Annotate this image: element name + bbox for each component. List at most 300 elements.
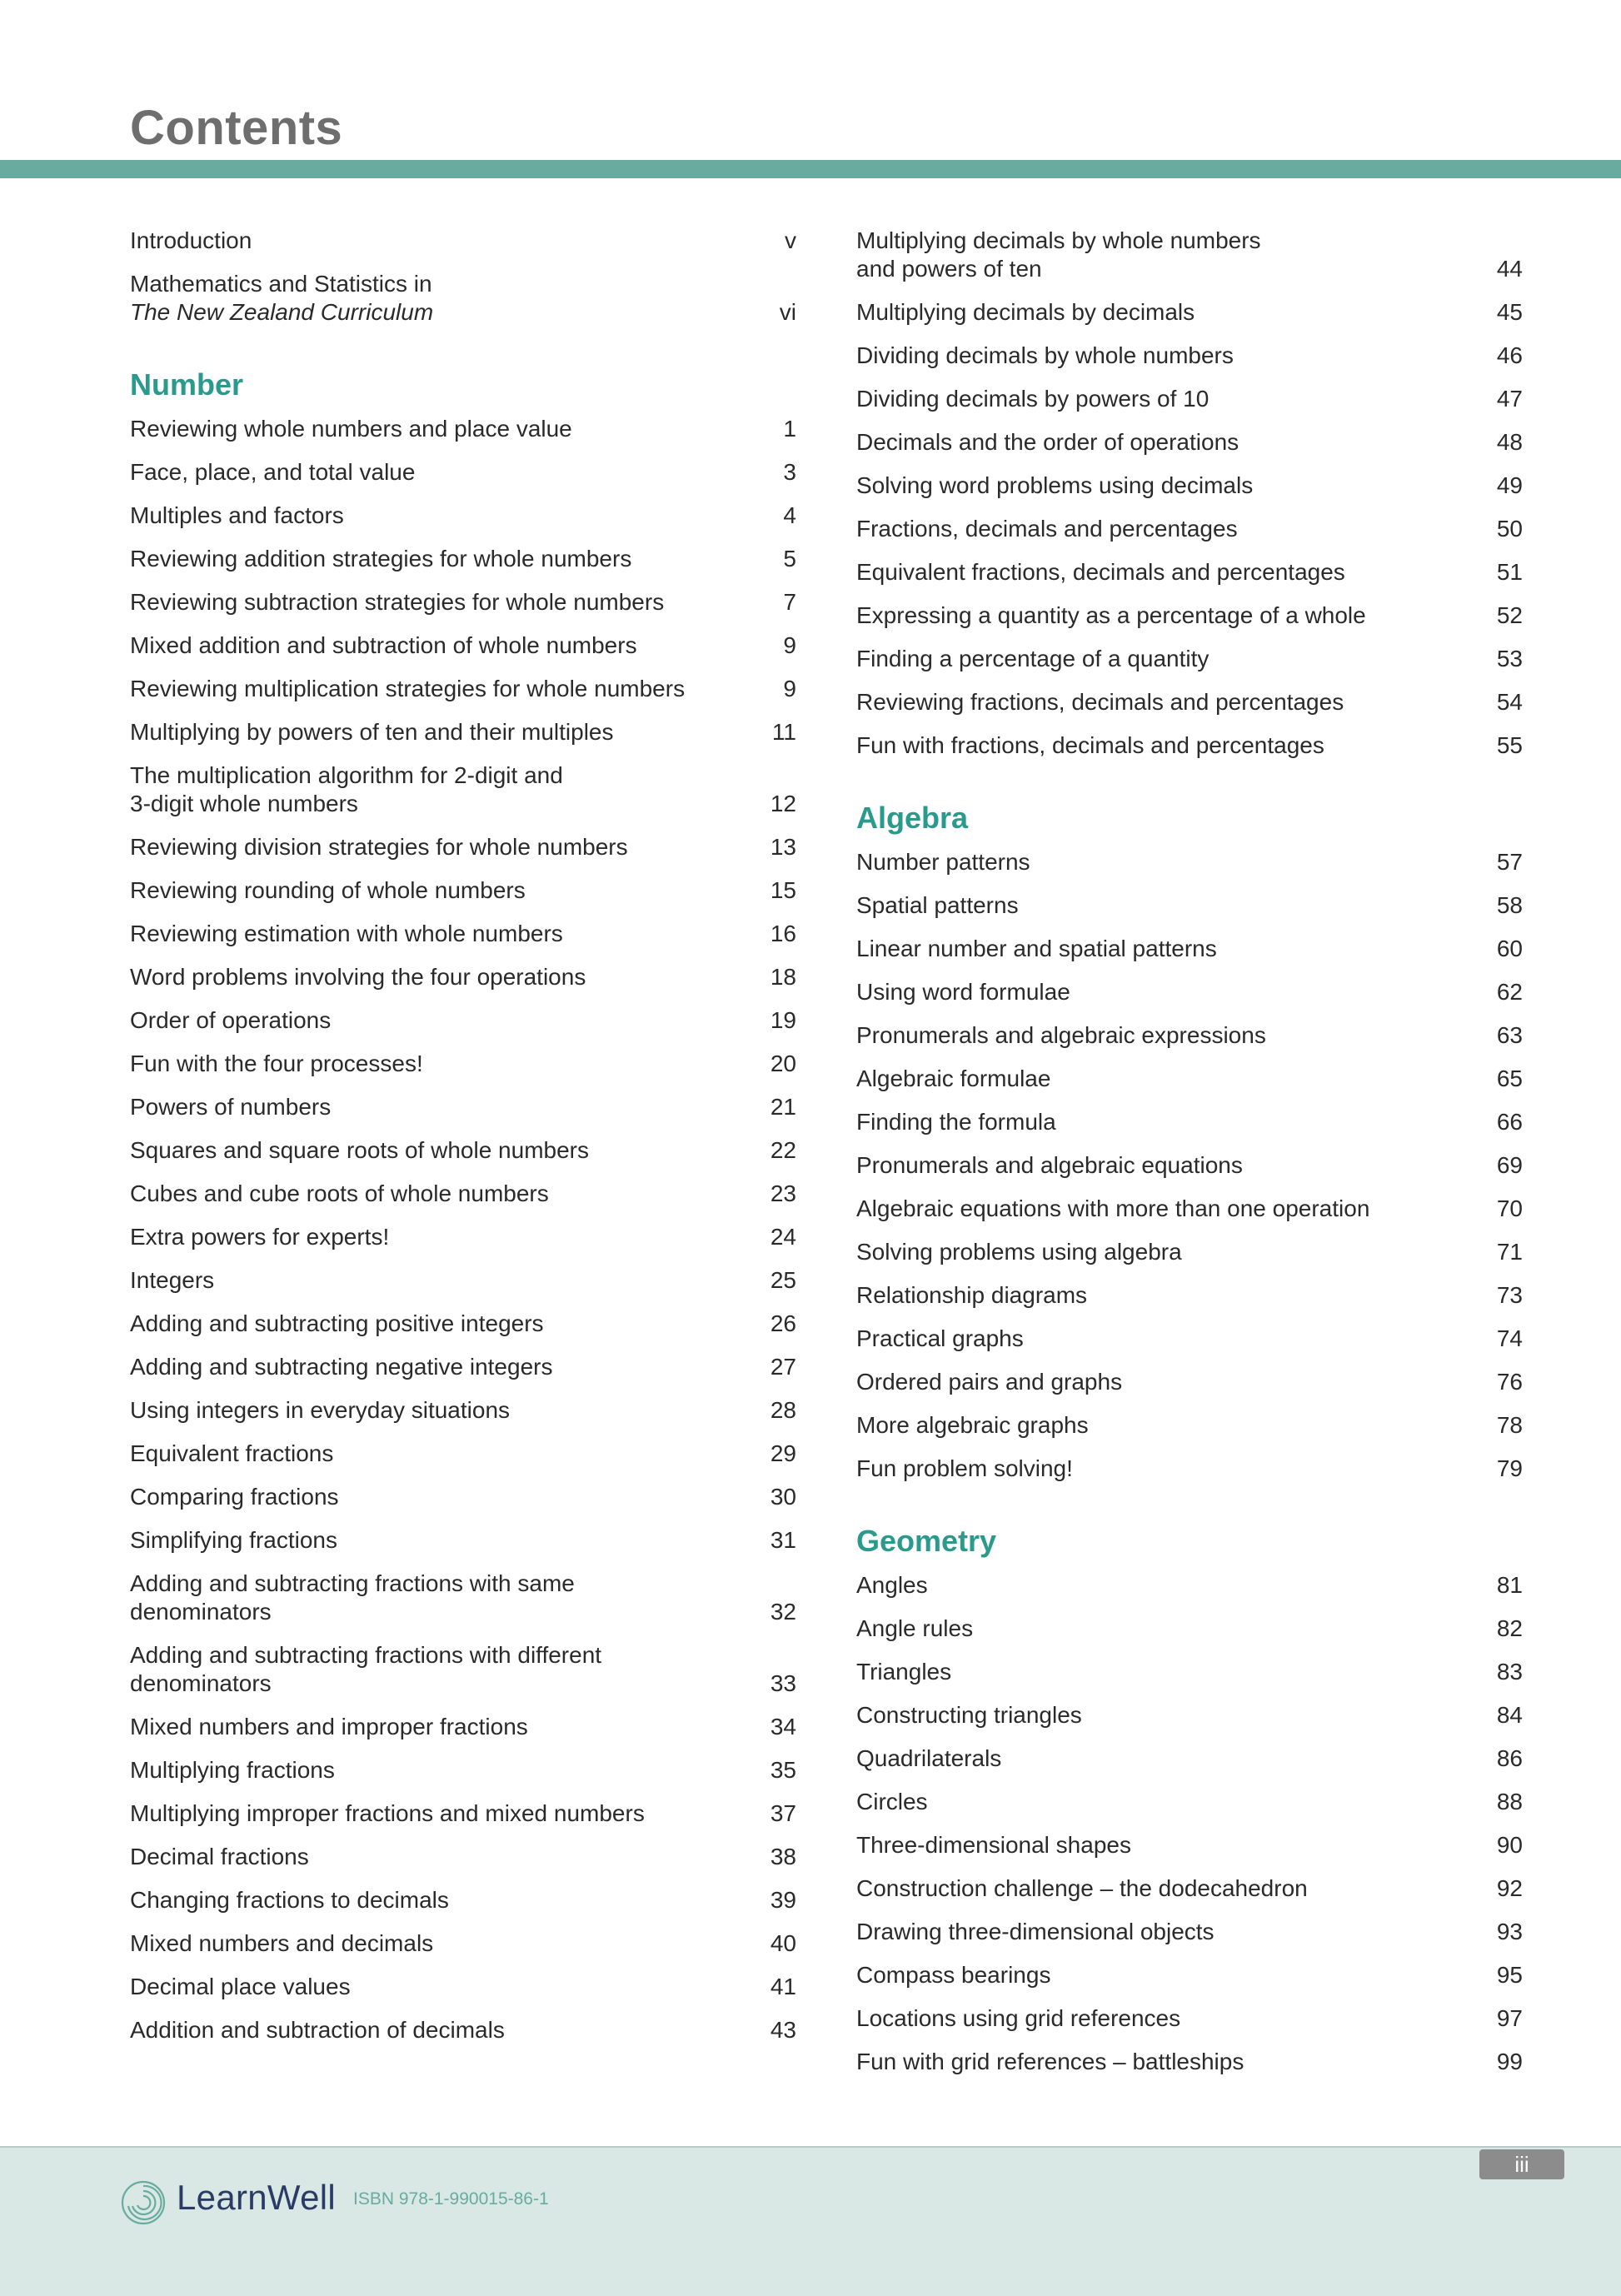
dot-leader <box>338 1756 740 1784</box>
toc-entry[interactable] <box>130 1223 796 1251</box>
dot-leader <box>347 502 740 530</box>
toc-entry-title: Fun problem solving! <box>856 1455 1073 1481</box>
toc-entry-title: Simplifying fractions <box>130 1527 337 1553</box>
dot-leader <box>931 1571 1466 1600</box>
dot-leader <box>1349 558 1466 586</box>
toc-entry-title: Angle rules <box>856 1615 974 1641</box>
toc-entry-title: Algebraic equations with more than one operation <box>856 1195 1370 1221</box>
toc-entry-page: 60 <box>1496 936 1523 961</box>
toc-entry-title: Drawing three-dimensional objects <box>856 1919 1215 1944</box>
toc-entry-title: Solving word problems using decimals <box>856 472 1254 498</box>
toc-entry-title: Using word formulae <box>856 979 1070 1005</box>
toc-entry[interactable] <box>856 1701 1523 1729</box>
toc-entry-title: Multiples and factors <box>130 502 344 528</box>
toc-entry-page: 5 <box>783 546 796 572</box>
dot-leader <box>1054 1065 1466 1093</box>
toc-entry-page: 65 <box>1496 1066 1523 1091</box>
toc-entry-page: 16 <box>770 921 796 946</box>
toc-entry-title: Spatial patterns <box>856 892 1019 918</box>
dot-leader <box>436 298 740 327</box>
toc-entry[interactable] <box>130 1641 796 1698</box>
toc-entry[interactable] <box>856 1744 1523 1773</box>
toc-entry-title: Reviewing division strategies for whole numbers <box>130 834 628 860</box>
dot-leader <box>635 545 740 573</box>
toc-entry[interactable] <box>856 298 1523 327</box>
toc-entry-title: Pronumerals and algebraic equations <box>856 1152 1243 1178</box>
toc-entry[interactable] <box>856 1368 1523 1396</box>
dot-leader <box>566 920 740 948</box>
toc-entry-page: 39 <box>770 1887 796 1913</box>
toc-entry-page: 69 <box>1496 1152 1523 1178</box>
toc-entry[interactable] <box>856 342 1523 370</box>
dot-leader <box>312 1843 740 1871</box>
dot-leader <box>418 458 740 487</box>
dot-leader <box>529 876 740 905</box>
dot-leader <box>1054 1961 1466 1989</box>
dot-leader <box>1347 688 1466 716</box>
dot-leader <box>1022 891 1466 920</box>
toc-entry-page: 62 <box>1496 979 1523 1005</box>
toc-entry[interactable] <box>130 1050 796 1078</box>
dot-leader <box>334 1093 740 1121</box>
toc-entry-title: Solving problems using algebra <box>856 1239 1182 1265</box>
dot-leader <box>1369 601 1466 630</box>
toc-entry[interactable] <box>856 1918 1523 1946</box>
toc-entry-page: 30 <box>770 1484 796 1510</box>
toc-entry[interactable] <box>130 588 796 616</box>
toc-entry-page: 24 <box>770 1224 796 1250</box>
footer-band <box>0 2148 1621 2296</box>
toc-entry-title: Reviewing rounding of whole numbers <box>130 877 526 903</box>
toc-entry[interactable] <box>130 718 796 746</box>
dot-leader <box>275 1598 740 1626</box>
dot-leader <box>1005 1744 1466 1773</box>
toc-entry-page: 92 <box>1496 1875 1523 1901</box>
toc-entry[interactable] <box>130 270 796 327</box>
dot-leader <box>1246 1151 1466 1180</box>
toc-entry-page: 63 <box>1496 1022 1523 1048</box>
toc-entry[interactable] <box>856 1021 1523 1050</box>
dot-leader <box>576 415 740 443</box>
toc-entry-title: Triangles <box>856 1659 952 1685</box>
toc-entry[interactable] <box>130 1136 796 1165</box>
dot-leader <box>641 631 740 660</box>
toc-entry-page: 33 <box>770 1670 796 1696</box>
toc-entry-page: 46 <box>1496 342 1523 368</box>
toc-entry[interactable] <box>130 1799 796 1828</box>
toc-entry[interactable] <box>856 688 1523 716</box>
toc-entry[interactable] <box>856 891 1523 920</box>
toc-entry[interactable] <box>856 1455 1523 1483</box>
toc-entry-page: 38 <box>770 1844 796 1869</box>
toc-entry[interactable] <box>130 2016 796 2044</box>
toc-entry[interactable] <box>130 675 796 703</box>
dot-leader <box>1085 1701 1466 1729</box>
toc-entry[interactable] <box>856 428 1523 457</box>
toc-entry-page: v <box>785 227 796 253</box>
toc-entry[interactable] <box>130 876 796 905</box>
toc-entry-page: 79 <box>1496 1455 1523 1481</box>
dot-leader <box>589 963 740 991</box>
toc-entry-page: 52 <box>1496 602 1523 628</box>
toc-entry-page: 83 <box>1496 1659 1523 1685</box>
toc-entry-title: Dividing decimals by powers of 10 <box>856 386 1210 412</box>
toc-entry-title: Decimal fractions <box>130 1844 309 1869</box>
toc-entry[interactable] <box>130 1713 796 1741</box>
toc-entry[interactable] <box>856 1108 1523 1136</box>
toc-entry-title: Addition and subtraction of decimals <box>130 2017 505 2043</box>
dot-leader <box>931 1788 1466 1816</box>
toc-entry-page: 32 <box>770 1599 796 1625</box>
toc-entry-page: 34 <box>770 1714 796 1739</box>
toc-entry-page: 9 <box>783 632 796 658</box>
toc-entry[interactable] <box>856 1788 1523 1816</box>
toc-entry-title: Locations using grid references <box>856 2005 1181 2031</box>
toc-entry[interactable] <box>130 761 796 818</box>
toc-entry-title: Finding the formula <box>856 1109 1056 1135</box>
toc-entry-title: Construction challenge – the dodecahedron <box>856 1875 1308 1901</box>
toc-entry[interactable] <box>130 227 796 255</box>
page-title: Contents <box>130 101 343 155</box>
toc-entry-title: Fun with the four processes! <box>130 1051 423 1076</box>
toc-entry-title: Reviewing fractions, decimals and percentages <box>856 689 1344 715</box>
toc-entry-title: Mixed numbers and improper fractions <box>130 1714 528 1739</box>
toc-entry-page: 11 <box>771 719 796 745</box>
toc-entry-title: The New Zealand Curriculum <box>130 299 434 325</box>
dot-leader <box>617 718 740 746</box>
toc-entry-page: 4 <box>783 502 796 528</box>
dot-leader <box>1212 645 1466 673</box>
toc-entry-title: Changing fractions to decimals <box>130 1887 449 1913</box>
toc-entry-page: 21 <box>770 1094 796 1120</box>
toc-entry-page: 29 <box>770 1440 796 1466</box>
toc-entry-title: Face, place, and total value <box>130 459 416 485</box>
toc-entry[interactable] <box>856 2004 1523 2033</box>
toc-entry-page: 74 <box>1496 1325 1523 1351</box>
toc-entry[interactable] <box>130 920 796 948</box>
section-heading: Number <box>130 367 244 402</box>
toc-entry[interactable] <box>130 1266 796 1295</box>
toc-entry-title: Comparing fractions <box>130 1484 339 1510</box>
toc-entry[interactable] <box>130 1483 796 1511</box>
toc-entry[interactable] <box>856 1831 1523 1859</box>
dot-leader <box>592 1136 740 1165</box>
toc-entry-page: 55 <box>1496 732 1523 758</box>
dot-leader <box>547 1310 740 1338</box>
toc-entry-title: Cubes and cube roots of whole numbers <box>130 1180 549 1206</box>
toc-entry-page: 9 <box>783 676 796 701</box>
dot-leader <box>392 1223 740 1251</box>
dot-leader <box>631 833 740 861</box>
toc-entry[interactable] <box>856 1658 1523 1686</box>
toc-entry-title: Fun with fractions, decimals and percentages <box>856 732 1324 758</box>
toc-entry-title: Linear number and spatial patterns <box>856 936 1217 961</box>
toc-entry[interactable] <box>856 645 1523 673</box>
dot-leader <box>1311 1874 1466 1903</box>
toc-entry-title: denominators <box>130 1670 272 1696</box>
toc-entry-page: 35 <box>770 1757 796 1783</box>
dot-leader <box>1247 2048 1466 2076</box>
contents-right-column <box>856 227 1523 2091</box>
toc-entry-page: 71 <box>1496 1239 1523 1265</box>
toc-entry-title: Word problems involving the four operations <box>130 964 586 990</box>
toc-entry[interactable] <box>856 1325 1523 1353</box>
toc-entry[interactable] <box>130 1526 796 1555</box>
dot-leader <box>955 1658 1466 1686</box>
toc-entry[interactable] <box>856 515 1523 543</box>
toc-entry[interactable] <box>856 1961 1523 1989</box>
toc-entry-page: 49 <box>1496 472 1523 498</box>
toc-entry-title: Introduction <box>130 227 252 253</box>
dot-leader <box>1125 1368 1466 1396</box>
page-number-badge: iii <box>1479 2149 1564 2179</box>
toc-entry-title: denominators <box>130 1599 272 1625</box>
toc-entry[interactable] <box>130 502 796 530</box>
toc-entry-page: 20 <box>770 1051 796 1076</box>
toc-entry-page: 31 <box>770 1527 796 1553</box>
toc-entry[interactable] <box>856 1195 1523 1223</box>
toc-entry-page: 25 <box>770 1267 796 1293</box>
dot-leader <box>1135 1831 1466 1859</box>
toc-entry-title: Adding and subtracting positive integers <box>130 1310 544 1336</box>
toc-entry-title: Multiplying fractions <box>130 1757 335 1783</box>
dot-leader <box>508 2016 740 2044</box>
toc-entry[interactable] <box>856 558 1523 586</box>
toc-entry-page: 70 <box>1496 1195 1523 1221</box>
toc-entry-title: Reviewing estimation with whole numbers <box>130 921 563 946</box>
dot-leader <box>1242 428 1466 457</box>
toc-entry-title: Relationship diagrams <box>856 1282 1088 1308</box>
toc-entry[interactable] <box>130 1756 796 1784</box>
toc-entry-title: Squares and square roots of whole numbers <box>130 1137 589 1163</box>
toc-entry-title: 3-digit whole numbers <box>130 791 358 816</box>
dot-leader <box>1034 848 1466 876</box>
toc-entry-page: 95 <box>1496 1962 1523 1988</box>
toc-entry-page: 18 <box>770 964 796 990</box>
dot-leader <box>341 1526 740 1555</box>
toc-entry[interactable] <box>130 458 796 487</box>
dot-leader <box>436 1929 740 1958</box>
dot-leader <box>513 1396 740 1425</box>
toc-entry-page: 51 <box>1496 559 1523 585</box>
section-heading: Geometry <box>856 1524 997 1558</box>
toc-entry[interactable] <box>130 1310 796 1338</box>
toc-entry-title: Equivalent fractions, decimals and percentages <box>856 559 1345 585</box>
dot-leader <box>1328 731 1466 760</box>
toc-entry[interactable] <box>856 731 1523 760</box>
toc-entry-page: vi <box>779 299 796 325</box>
toc-entry-title: Reviewing subtraction strategies for whole numbers <box>130 589 665 615</box>
dot-leader <box>217 1266 740 1295</box>
dot-leader <box>688 675 740 703</box>
toc-entry-title: Dividing decimals by whole numbers <box>856 342 1234 368</box>
toc-entry-title: Reviewing whole numbers and place value <box>130 416 572 442</box>
toc-entry-title: Fractions, decimals and percentages <box>856 516 1238 542</box>
dot-leader <box>426 1050 740 1078</box>
toc-entry-page: 13 <box>770 834 796 860</box>
toc-entry-page: 43 <box>770 2017 796 2043</box>
toc-entry-page: 45 <box>1496 299 1523 325</box>
dot-leader <box>1076 1455 1466 1483</box>
toc-entry[interactable] <box>856 472 1523 500</box>
toc-entry-page: 76 <box>1496 1369 1523 1395</box>
toc-entry-page: 41 <box>770 1974 796 1999</box>
isbn-text: ISBN 978-1-990015-86-1 <box>353 2189 549 2209</box>
toc-entry-page: 73 <box>1496 1282 1523 1308</box>
toc-entry-title: Finding a percentage of a quantity <box>856 646 1210 671</box>
toc-entry-title: Algebraic formulae <box>856 1066 1051 1091</box>
dot-leader <box>1256 472 1466 500</box>
toc-entry[interactable] <box>856 601 1523 630</box>
toc-entry-title: Multiplying decimals by decimals <box>856 299 1195 325</box>
toc-entry[interactable] <box>856 1065 1523 1093</box>
toc-entry-page: 86 <box>1496 1745 1523 1771</box>
toc-entry[interactable] <box>130 1570 796 1626</box>
toc-entry[interactable] <box>130 1396 796 1425</box>
toc-entry-title: Multiplying by powers of ten and their multiples <box>130 719 614 745</box>
toc-entry-title: More algebraic graphs <box>856 1412 1089 1438</box>
section-heading: Algebra <box>856 801 969 835</box>
dot-leader <box>1220 935 1466 963</box>
toc-entry[interactable] <box>130 1929 796 1958</box>
toc-entry-page: 28 <box>770 1397 796 1423</box>
toc-entry-page: 88 <box>1496 1789 1523 1814</box>
dot-leader <box>1060 1108 1466 1136</box>
toc-entry-title: Three-dimensional shapes <box>856 1832 1131 1858</box>
toc-entry-page: 58 <box>1496 892 1523 918</box>
dot-leader <box>337 1440 740 1468</box>
toc-entry[interactable] <box>856 385 1523 413</box>
toc-entry-page: 15 <box>770 877 796 903</box>
toc-entry-title: Circles <box>856 1789 928 1814</box>
toc-entry-title: Reviewing addition strategies for whole numbers <box>130 546 632 572</box>
toc-entry-title: Multiplying improper fractions and mixed numbers <box>130 1800 645 1826</box>
toc-entry-page: 22 <box>770 1137 796 1163</box>
toc-entry[interactable] <box>856 2048 1523 2076</box>
toc-entry-title: Quadrilaterals <box>856 1745 1002 1771</box>
toc-entry-title: Reviewing multiplication strategies for whole numbers <box>130 676 686 701</box>
dot-leader <box>1269 1021 1466 1050</box>
toc-entry[interactable] <box>130 1180 796 1208</box>
toc-entry-title: Powers of numbers <box>130 1094 332 1120</box>
toc-entry-title: Adding and subtracting negative integers <box>130 1354 553 1380</box>
toc-entry-page: 57 <box>1496 849 1523 875</box>
dot-leader <box>1045 255 1466 283</box>
toc-entry-page: 84 <box>1496 1702 1523 1728</box>
toc-entry-title: Order of operations <box>130 1007 332 1033</box>
toc-entry-title: Integers <box>130 1267 215 1293</box>
dot-leader <box>1373 1195 1466 1223</box>
toc-entry-title: Decimals and the order of operations <box>856 429 1239 455</box>
toc-entry[interactable] <box>130 833 796 861</box>
toc-entry[interactable] <box>130 1440 796 1468</box>
toc-entry[interactable] <box>856 1615 1523 1643</box>
toc-entry[interactable] <box>130 1006 796 1035</box>
dot-leader <box>1237 342 1466 370</box>
toc-entry[interactable] <box>856 1238 1523 1266</box>
contents-left-column <box>130 227 796 2059</box>
toc-entry[interactable] <box>130 1886 796 1914</box>
toc-entry-title: The multiplication algorithm for 2-digit and <box>130 762 563 788</box>
toc-entry-title: Adding and subtracting fractions with different <box>130 1642 602 1668</box>
toc-entry[interactable] <box>130 1353 796 1381</box>
toc-entry[interactable] <box>130 1093 796 1121</box>
dot-leader <box>1092 1411 1466 1440</box>
toc-entry[interactable] <box>856 1571 1523 1600</box>
toc-entry-title: Extra powers for experts! <box>130 1224 390 1250</box>
dot-leader <box>1184 2004 1466 2033</box>
toc-entry-page: 27 <box>770 1354 796 1380</box>
toc-entry[interactable] <box>856 935 1523 963</box>
toc-entry-page: 23 <box>770 1180 796 1206</box>
toc-entry-title: and powers of ten <box>856 256 1042 282</box>
toc-entry-page: 97 <box>1496 2005 1523 2031</box>
toc-entry[interactable] <box>130 1973 796 2001</box>
toc-entry[interactable] <box>856 1874 1523 1903</box>
dot-leader <box>1212 385 1466 413</box>
toc-entry[interactable] <box>130 963 796 991</box>
toc-entry[interactable] <box>856 848 1523 876</box>
toc-entry-page: 48 <box>1496 429 1523 455</box>
dot-leader <box>648 1799 740 1828</box>
toc-entry-title: Multiplying decimals by whole numbers <box>856 227 1261 253</box>
toc-entry[interactable] <box>856 978 1523 1006</box>
toc-entry[interactable] <box>856 1151 1523 1180</box>
toc-entry-page: 81 <box>1496 1572 1523 1598</box>
toc-entry-page: 7 <box>783 589 796 615</box>
toc-entry-page: 26 <box>770 1310 796 1336</box>
toc-entry-title: Constructing triangles <box>856 1702 1082 1728</box>
toc-entry[interactable] <box>130 545 796 573</box>
toc-entry-title: Decimal place values <box>130 1974 351 1999</box>
toc-entry[interactable] <box>856 227 1523 283</box>
toc-entry[interactable] <box>856 1281 1523 1310</box>
toc-entry-title: Number patterns <box>856 849 1030 875</box>
title-underline-band <box>0 160 1621 178</box>
spiral-logo-icon <box>120 2179 167 2226</box>
toc-entry[interactable] <box>130 415 796 443</box>
dot-leader <box>342 1483 740 1511</box>
toc-entry-page: 78 <box>1496 1412 1523 1438</box>
toc-entry-page: 99 <box>1496 2049 1523 2074</box>
toc-entry[interactable] <box>130 1843 796 1871</box>
dot-leader <box>1185 1238 1466 1266</box>
dot-leader <box>976 1615 1466 1643</box>
toc-entry-page: 19 <box>770 1007 796 1033</box>
toc-entry-title: Practical graphs <box>856 1325 1024 1351</box>
dot-leader <box>362 790 740 818</box>
toc-entry-title: Compass bearings <box>856 1962 1051 1988</box>
toc-entry-page: 40 <box>770 1930 796 1956</box>
toc-entry-page: 50 <box>1496 516 1523 542</box>
dot-leader <box>552 1180 740 1208</box>
toc-entry-page: 54 <box>1496 689 1523 715</box>
toc-entry-page: 44 <box>1496 256 1523 282</box>
toc-entry-page: 93 <box>1496 1919 1523 1944</box>
toc-entry-title: Using integers in everyday situations <box>130 1397 511 1423</box>
dot-leader <box>556 1353 740 1381</box>
toc-entry[interactable] <box>130 631 796 660</box>
dot-leader <box>354 1973 740 2001</box>
toc-entry-title: Pronumerals and algebraic expressions <box>856 1022 1266 1048</box>
toc-entry-title: Fun with grid references – battleships <box>856 2049 1244 2074</box>
toc-entry[interactable] <box>856 1411 1523 1440</box>
toc-entry-page: 1 <box>783 416 796 442</box>
toc-entry-page: 37 <box>770 1800 796 1826</box>
toc-entry-title: Equivalent fractions <box>130 1440 334 1466</box>
toc-entry-page: 82 <box>1496 1615 1523 1641</box>
dot-leader <box>452 1886 740 1914</box>
